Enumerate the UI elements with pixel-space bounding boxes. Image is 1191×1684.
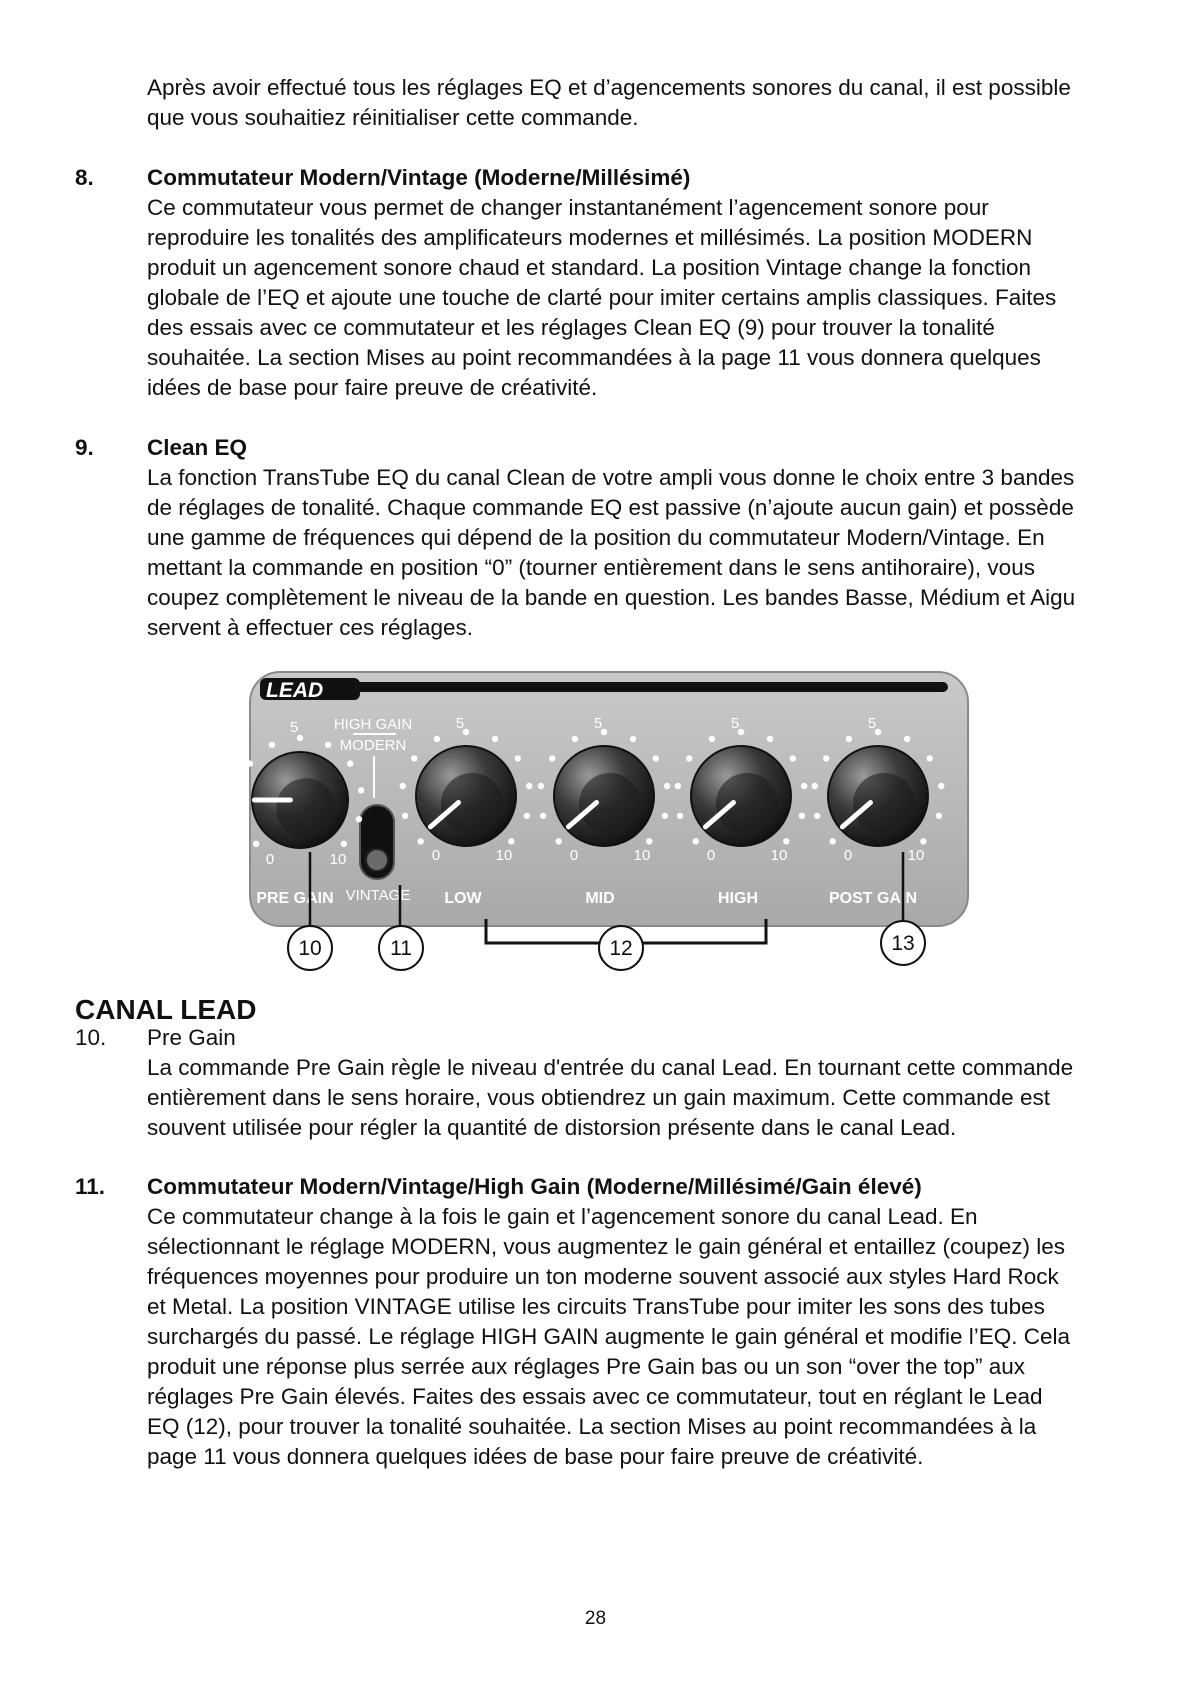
item-11-number: 11. bbox=[75, 1174, 106, 1199]
callout-10 bbox=[288, 926, 332, 970]
knob-label-pre-gain: PRE GAIN bbox=[256, 890, 334, 907]
scale-label-max: 10 bbox=[633, 847, 651, 864]
item-9-heading: Clean EQ bbox=[147, 435, 248, 460]
knob-label-high: HIGH bbox=[718, 890, 758, 907]
item-8-line: reproduire les tonalités des amplificateurs modernes et millésimés. La position MODERN bbox=[147, 225, 1033, 250]
switch-label-high-gain: HIGH GAIN bbox=[333, 716, 413, 733]
callout-12 bbox=[599, 926, 643, 970]
item-11-line: Ce commutateur change à la fois le gain et l’agencement sonore du canal Lead. En bbox=[147, 1204, 978, 1229]
svg-text:13: 13 bbox=[891, 932, 915, 955]
svg-text:11: 11 bbox=[390, 937, 412, 960]
scale-label-mid: 5 bbox=[455, 715, 465, 732]
switch-label-modern: MODERN bbox=[339, 737, 407, 754]
item-9-line: servent à effectuer ces réglages. bbox=[147, 615, 474, 640]
scale-label-min: 0 bbox=[706, 847, 716, 864]
item-8-line: idées de base pour faire preuve de créativité. bbox=[147, 375, 598, 400]
item-11-line: fréquences moyennes pour produire un ton moderne souvent associé aux styles Hard Rock bbox=[147, 1264, 1059, 1289]
item-8-line: souhaitée. La section Mises au point recommandées à la page 11 vous donnera quelques bbox=[147, 345, 1041, 370]
svg-text:12: 12 bbox=[609, 937, 633, 960]
section-title: CANAL LEAD bbox=[75, 994, 257, 1025]
lead-panel-illustration bbox=[248, 670, 988, 980]
item-8-line: des essais avec ce commutateur et les réglages Clean EQ (9) pour trouver la tonalité bbox=[147, 315, 995, 340]
scale-label-mid: 5 bbox=[867, 715, 877, 732]
item-9-line: La fonction TransTube EQ du canal Clean de votre ampli vous donne le choix entre 3 bandes bbox=[147, 465, 1075, 490]
item-11-line: réglages Pre Gain élevés. Faites des essais avec ce commutateur, tout en réglant le Lead bbox=[147, 1384, 1043, 1409]
item-8-line: Ce commutateur vous permet de changer instantanément l’agencement sonore pour bbox=[147, 195, 989, 220]
item-11-line: page 11 vous donnera quelques idées de base pour faire preuve de créativité. bbox=[147, 1444, 924, 1469]
panel-title: LEAD bbox=[266, 679, 324, 702]
scale-label-min: 0 bbox=[843, 847, 853, 864]
scale-label-mid: 5 bbox=[593, 715, 603, 732]
scale-label-min: 0 bbox=[431, 847, 441, 864]
item-11-heading: Commutateur Modern/Vintage/High Gain (Moderne/Millésimé/Gain élevé) bbox=[147, 1174, 922, 1199]
svg-text:10: 10 bbox=[298, 937, 322, 960]
item-11-line: EQ (12), pour trouver la tonalité souhaitée. La section Mises au point recommandées à la bbox=[147, 1414, 1037, 1439]
knob-label-low: LOW bbox=[444, 890, 482, 907]
item-11-line: sélectionnant le réglage MODERN, vous augmentez le gain général et entaillez (coupez) les bbox=[147, 1234, 1066, 1259]
intro-line-1: Après avoir effectué tous les réglages EQ et d’agencements sonores du canal, il est possible bbox=[147, 75, 1071, 100]
item-11-line: et Metal. La position VINTAGE utilise les circuits TransTube pour imiter les sons des tubes bbox=[147, 1294, 1045, 1319]
item-9-line: coupez complètement le niveau de la bande en question. Les bandes Basse, Médium et Aigu bbox=[147, 585, 1076, 610]
item-10-line: La commande Pre Gain règle le niveau d'entrée du canal Lead. En tournant cette commande bbox=[147, 1055, 1074, 1080]
scale-label-min: 0 bbox=[265, 851, 275, 868]
item-8-line: produit un agencement sonore chaud et standard. La position Vintage change la fonction bbox=[147, 255, 1031, 280]
scale-label-max: 10 bbox=[770, 847, 788, 864]
title-bar bbox=[348, 682, 948, 692]
scale-label-max: 10 bbox=[495, 847, 513, 864]
item-10-line: entièrement dans le sens horaire, vous obtiendrez un gain maximum. Cette commande est bbox=[147, 1085, 1050, 1110]
item-10-number: 10. bbox=[75, 1025, 107, 1050]
scale-label-max: 10 bbox=[329, 851, 347, 868]
callout-11 bbox=[379, 926, 423, 970]
page-number: 28 bbox=[584, 1608, 607, 1629]
intro-line-2: que vous souhaitiez réinitialiser cette commande. bbox=[147, 105, 639, 130]
scale-label-mid: 5 bbox=[730, 715, 740, 732]
callout-13 bbox=[881, 921, 925, 965]
item-11-line: produit une réponse plus serrée aux réglages Pre Gain bas ou un son “over the top” aux bbox=[147, 1354, 1026, 1379]
item-8-heading: Commutateur Modern/Vintage (Moderne/Millésimé) bbox=[147, 165, 691, 190]
item-11-line: surchargés du passé. Le réglage HIGH GAIN augmente le gain général et modifie l’EQ. Cela bbox=[147, 1324, 1070, 1349]
item-10-line: souvent utilisée pour régler la quantité de distorsion présente dans le canal Lead. bbox=[147, 1115, 957, 1140]
switch-label-vintage: VINTAGE bbox=[345, 887, 411, 904]
item-10-heading: Pre Gain bbox=[147, 1025, 236, 1050]
item-9-line: de réglages de tonalité. Chaque commande EQ est passive (n’ajoute aucun gain) et possède bbox=[147, 495, 1074, 520]
scale-label-min: 0 bbox=[569, 847, 579, 864]
item-9-number: 9. bbox=[75, 435, 94, 460]
scale-label-max: 10 bbox=[907, 847, 925, 864]
item-8-line: globale de l’EQ et ajoute une touche de clarté pour imiter certains amplis classiques. Faites bbox=[147, 285, 1057, 310]
item-9-line: mettant la commande en position “0” (tourner entièrement dans le sens antihoraire), vous bbox=[147, 555, 1035, 580]
knob-label-mid: MID bbox=[585, 890, 615, 907]
item-9-line: une gamme de fréquences qui dépend de la position du commutateur Modern/Vintage. En bbox=[147, 525, 1045, 550]
knob-label-post-gain: POST GAIN bbox=[828, 890, 918, 907]
item-8-number: 8. bbox=[75, 165, 94, 190]
scale-label-mid: 5 bbox=[289, 719, 299, 736]
mode-switch[interactable] bbox=[360, 805, 394, 879]
